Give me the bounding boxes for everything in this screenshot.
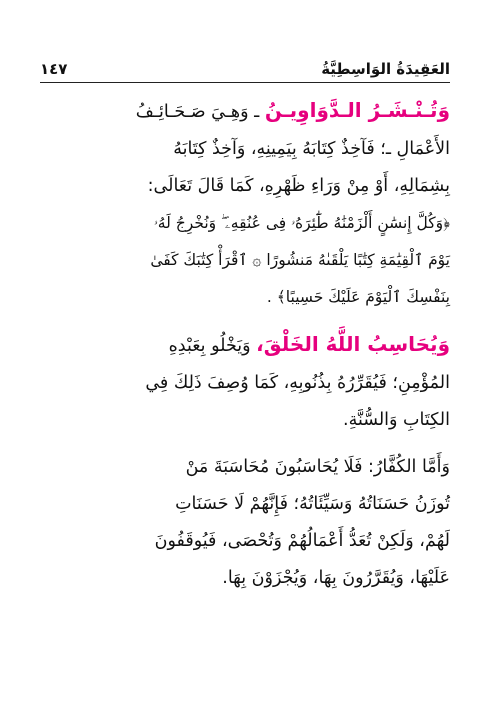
text-line xyxy=(40,449,450,486)
paragraph xyxy=(40,449,450,597)
text-line xyxy=(40,486,450,523)
line-text: ـ وَهِـيَ صَـحَـائِـفُ xyxy=(135,102,265,122)
text-line xyxy=(40,168,450,205)
text-line xyxy=(40,523,450,560)
line-text: عَلَيْهَا، وَيُقَرَّرُونَ بِهَا، وَيُجْزَوْنَ بِهَا. xyxy=(222,568,450,588)
line-text: ﴿وَكُلَّ إِنسَٰنٍ أَلْزَمْنَٰهُ طَٰٓئِرَهُۥ فِى عُنُقِهِۦ ۖ وَنُخْرِجُ لَهُۥ xyxy=(153,214,450,232)
line-text: المُؤْمِنِ؛ فَيُقَرِّرُهُ بِذُنُوبِهِ، كَمَا وُصِفَ ذَلِكَ فِي xyxy=(145,373,450,393)
line-text: وَيَخْلُو بِعَبْدِهِ xyxy=(168,336,257,356)
line-text: تُوزَنُ حَسَنَاتُهُ وَسَيِّئَاتُهُ؛ فَإِنَّهُمْ لَا حَسَنَاتِ xyxy=(175,494,450,514)
text-line xyxy=(40,560,450,597)
paragraph xyxy=(40,92,450,316)
book-title: العَقِيدَةُ الوَاسِطِيَّةُ xyxy=(321,60,450,78)
text-line xyxy=(40,326,450,365)
line-text: الكِتَابِ وَالسُّنَّةِ. xyxy=(343,410,450,430)
paragraph xyxy=(40,326,450,439)
quran-verse-line xyxy=(40,242,450,279)
text-line xyxy=(40,92,450,131)
text-line xyxy=(40,131,450,168)
line-text: وَأَمَّا الكُفَّارُ: فَلَا يُحَاسَبُونَ مُحَاسَبَةَ مَنْ xyxy=(185,457,450,477)
quran-verse-line xyxy=(40,205,450,242)
header-divider xyxy=(40,82,450,83)
line-text: يَوْمَ ٱلْقِيَٰمَةِ كِتَٰبًا يَلْقَىٰهُ مَنشُورًا ۞ ٱقْرَأْ كِتَٰبَكَ كَفَىٰ xyxy=(150,251,450,269)
line-text: الأَعْمَالِ ـ؛ فَآخِذٌ كِتَابَهُ بِيَمِينِهِ، وَآخِذٌ كِتَابَهُ xyxy=(173,139,450,159)
page-number: ١٤٧ xyxy=(40,60,68,78)
text-line xyxy=(40,365,450,402)
line-text: بِشِمَالِهِ، أَوْ مِنْ وَرَاءِ ظَهْرِهِ، كَمَا قَالَ تَعَالَى: xyxy=(147,176,450,196)
highlighted-phrase: وَتُـنْـشَـرُ الـدَّوَاوِيـنُ xyxy=(264,98,450,122)
page-header xyxy=(40,52,450,78)
line-text: بِنَفْسِكَ ٱلْيَوْمَ عَلَيْكَ حَسِيبًا﴾ . xyxy=(266,288,450,306)
highlighted-phrase: وَيُحَاسِبُ اللَّهُ الخَلْقَ، xyxy=(256,332,450,356)
line-text: لَهُمْ، وَلَكِنْ تُعَدُّ أَعْمَالُهُمْ وَتُحْصَى، فَيُوقَفُونَ xyxy=(154,531,450,551)
page-body xyxy=(40,92,450,597)
quran-verse-line xyxy=(40,279,450,316)
text-line xyxy=(40,402,450,439)
